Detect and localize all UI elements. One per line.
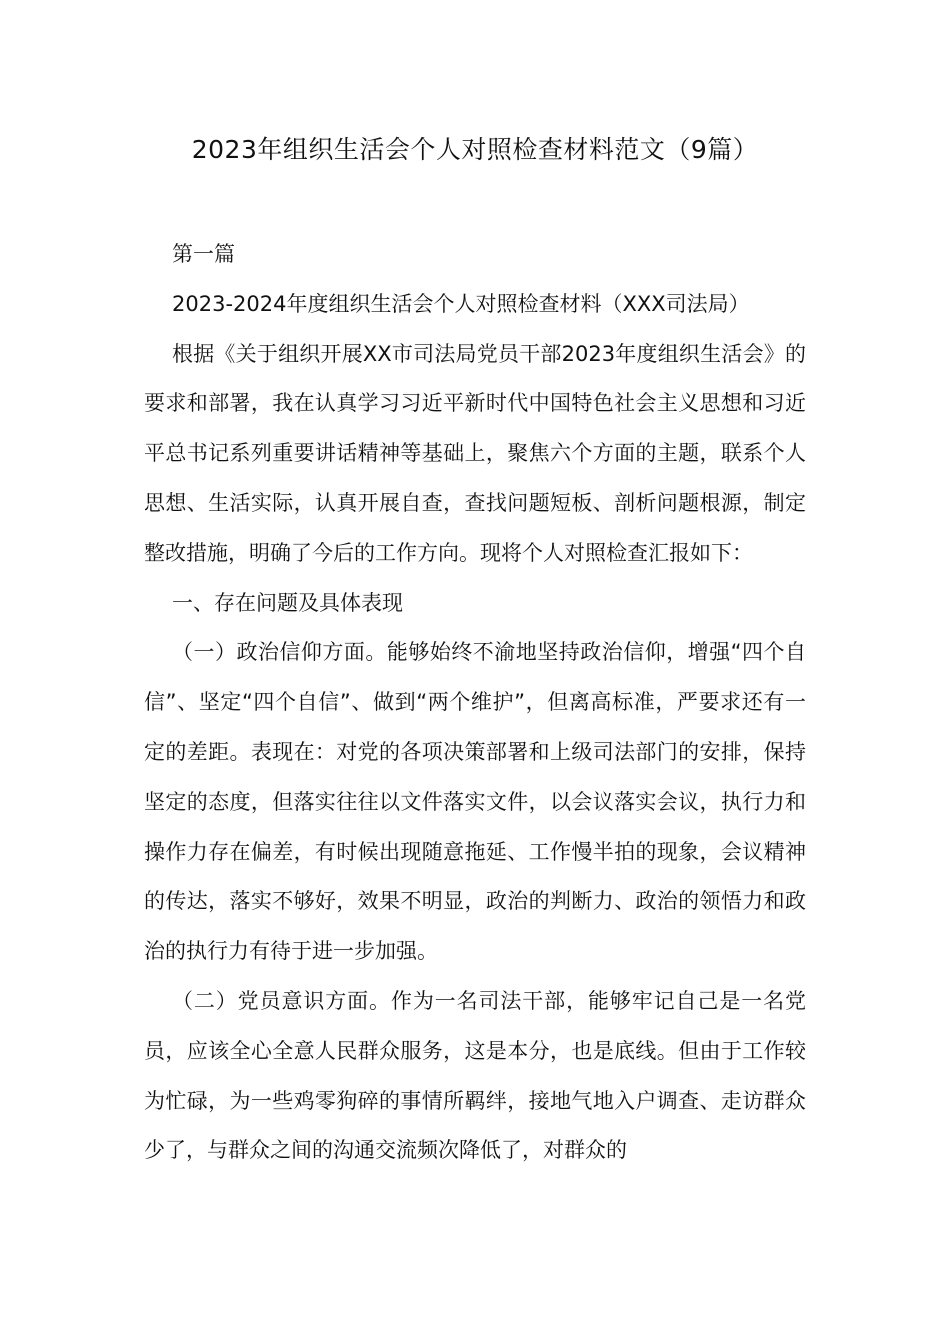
section-heading: 第一篇 xyxy=(172,242,235,266)
paragraph: （二）党员意识方面。作为一名司法干部，能够牢记自己是一名党员，应该全心全意人民群众服务，这是本分，也是底线。但由于工作较为忙碌，为一些鸡零狗碎的事情所羁绊，接地气地入户调查、走访群众少了，与群众之间的沟通交流频次降低了，对群众的 xyxy=(144,988,806,1163)
document-body xyxy=(144,230,806,1176)
paragraph: 根据《关于组织开展XX市司法局党员干部2023年度组织生活会》的要求和部署，我在认真学习习近平新时代中国特色社会主义思想和习近平总书记系列重要讲话精神等基础上，聚焦六个方面的主题，联系个人思想、生活实际，认真开展自查，查找问题短板、剖析问题根源，制定整改措施，明确了今后的工作方向。现将个人对照检查汇报如下： xyxy=(144,341,806,565)
section-heading: 一、存在问题及具体表现 xyxy=(172,590,403,615)
subtitle: 2023-2024年度组织生活会个人对照检查材料（XXX司法局） xyxy=(172,291,750,316)
paragraph: （一）政治信仰方面。能够始终不渝地坚持政治信仰，增强“四个自信”、坚定“四个自信”、做到“两个维护”，但离高标准，严要求还有一定的差距。表现在：对党的各项决策部署和上级司法部门的安排，保持坚定的态度，但落实往往以文件落实文件，以会议落实会议，执行力和操作力存在偏差，有时候出现随意拖延、工作慢半拍的现象，会议精神的传达，落实不够好，效果不明显，政治的判断力、政治的领悟力和政治的执行力有待于进一步加强。 xyxy=(144,640,806,964)
document-title: 2023年组织生活会个人对照检查材料范文（9篇） xyxy=(191,135,759,164)
